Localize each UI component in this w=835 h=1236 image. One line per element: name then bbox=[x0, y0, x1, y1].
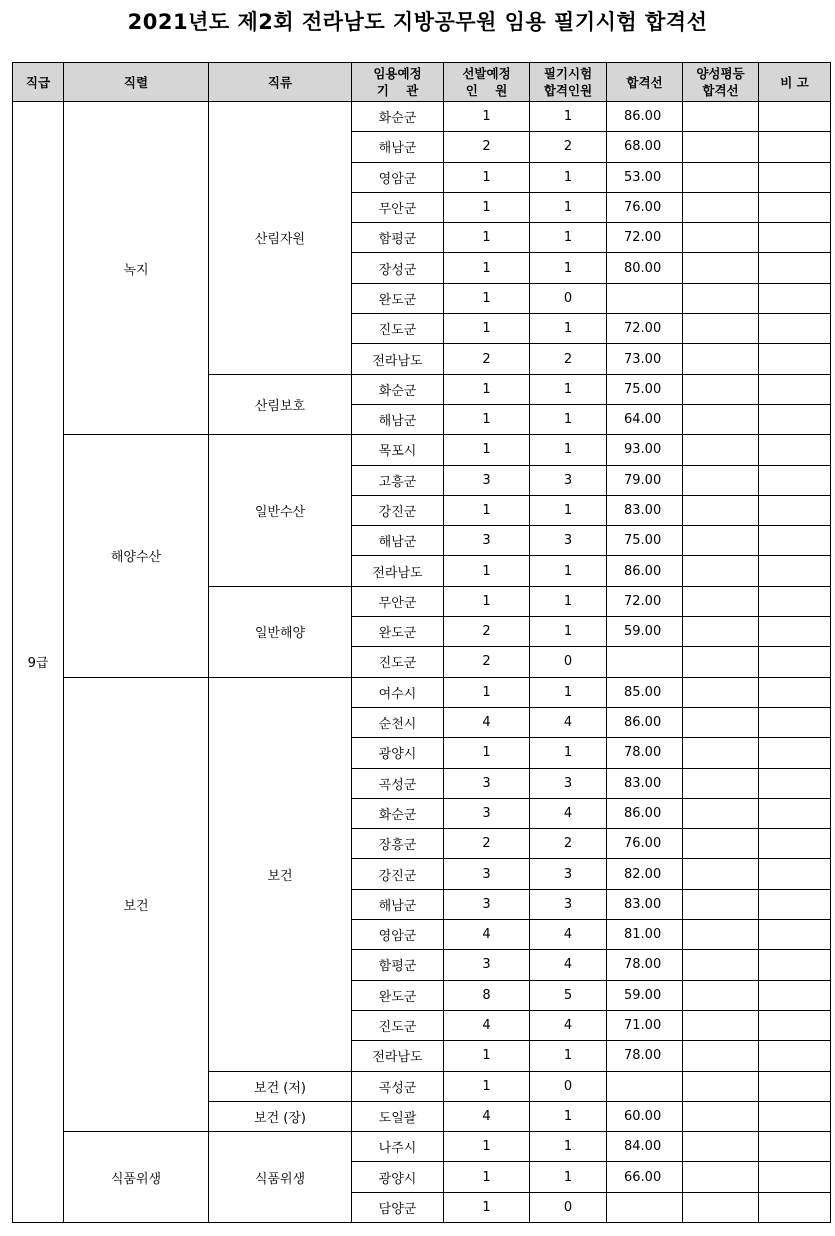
agency-cell: 곡성군 bbox=[352, 768, 444, 798]
passed-cell: 1 bbox=[530, 617, 607, 647]
class-cell: 보건 (저) bbox=[209, 1071, 352, 1101]
remarks-cell bbox=[759, 586, 831, 616]
agency-cell: 순천시 bbox=[352, 707, 444, 737]
selection-cell: 2 bbox=[444, 617, 530, 647]
agency-cell: 전라남도 bbox=[352, 556, 444, 586]
header-selection bbox=[444, 63, 530, 102]
remarks-cell bbox=[759, 283, 831, 313]
selection-cell: 1 bbox=[444, 738, 530, 768]
remarks-cell bbox=[759, 223, 831, 253]
cutoff-cell: 84.00 bbox=[607, 1132, 683, 1162]
selection-cell: 1 bbox=[444, 586, 530, 616]
remarks-cell bbox=[759, 1010, 831, 1040]
passed-cell: 1 bbox=[530, 738, 607, 768]
selection-cell: 1 bbox=[444, 283, 530, 313]
cutoff-cell bbox=[607, 647, 683, 677]
remarks-cell bbox=[759, 1162, 831, 1192]
remarks-cell bbox=[759, 314, 831, 344]
selection-cell: 1 bbox=[444, 374, 530, 404]
gender-cutoff-cell bbox=[683, 707, 759, 737]
passed-cell: 4 bbox=[530, 920, 607, 950]
gender-cutoff-cell bbox=[683, 1132, 759, 1162]
remarks-cell bbox=[759, 102, 831, 132]
passed-cell: 1 bbox=[530, 586, 607, 616]
agency-cell: 영암군 bbox=[352, 920, 444, 950]
agency-cell: 완도군 bbox=[352, 617, 444, 647]
header-agency bbox=[352, 63, 444, 102]
passed-cell: 1 bbox=[530, 162, 607, 192]
series-cell: 녹지 bbox=[64, 102, 209, 435]
agency-cell: 강진군 bbox=[352, 859, 444, 889]
gender-cutoff-cell bbox=[683, 132, 759, 162]
grade-cell: 9급 bbox=[13, 102, 64, 1223]
selection-cell: 4 bbox=[444, 920, 530, 950]
gender-cutoff-cell bbox=[683, 283, 759, 313]
selection-cell: 1 bbox=[444, 102, 530, 132]
remarks-cell bbox=[759, 192, 831, 222]
selection-cell: 3 bbox=[444, 859, 530, 889]
agency-cell: 목포시 bbox=[352, 435, 444, 465]
remarks-cell bbox=[759, 132, 831, 162]
gender-cutoff-cell bbox=[683, 950, 759, 980]
remarks-cell bbox=[759, 1071, 831, 1101]
passed-cell: 1 bbox=[530, 374, 607, 404]
cutoff-cell: 93.00 bbox=[607, 435, 683, 465]
series-cell: 해양수산 bbox=[64, 435, 209, 677]
agency-cell: 영암군 bbox=[352, 162, 444, 192]
remarks-cell bbox=[759, 920, 831, 950]
remarks-cell bbox=[759, 1192, 831, 1222]
agency-cell: 해남군 bbox=[352, 404, 444, 434]
selection-cell: 1 bbox=[444, 1192, 530, 1222]
passed-cell: 1 bbox=[530, 102, 607, 132]
passed-cell: 2 bbox=[530, 829, 607, 859]
gender-cutoff-cell bbox=[683, 1071, 759, 1101]
selection-cell: 1 bbox=[444, 314, 530, 344]
agency-cell: 완도군 bbox=[352, 283, 444, 313]
series-cell: 보건 bbox=[64, 677, 209, 1131]
agency-cell: 무안군 bbox=[352, 586, 444, 616]
cutoff-cell: 72.00 bbox=[607, 223, 683, 253]
passed-cell: 4 bbox=[530, 950, 607, 980]
header-row bbox=[13, 63, 831, 102]
remarks-cell bbox=[759, 344, 831, 374]
cutoff-cell: 78.00 bbox=[607, 1041, 683, 1071]
selection-cell: 4 bbox=[444, 1010, 530, 1040]
header-grade: 직급 bbox=[13, 63, 64, 102]
gender-cutoff-cell bbox=[683, 556, 759, 586]
remarks-cell bbox=[759, 404, 831, 434]
gender-cutoff-cell bbox=[683, 859, 759, 889]
remarks-cell bbox=[759, 1132, 831, 1162]
passed-cell: 5 bbox=[530, 980, 607, 1010]
remarks-cell bbox=[759, 374, 831, 404]
agency-cell: 해남군 bbox=[352, 132, 444, 162]
selection-cell: 1 bbox=[444, 192, 530, 222]
passed-cell: 1 bbox=[530, 677, 607, 707]
gender-cutoff-cell bbox=[683, 314, 759, 344]
remarks-cell bbox=[759, 556, 831, 586]
gender-cutoff-cell bbox=[683, 889, 759, 919]
passed-cell: 3 bbox=[530, 859, 607, 889]
selection-cell: 1 bbox=[444, 1041, 530, 1071]
header-gender-line2: 합격선 bbox=[702, 83, 739, 98]
selection-cell: 2 bbox=[444, 829, 530, 859]
remarks-cell bbox=[759, 1041, 831, 1071]
cutoff-cell: 59.00 bbox=[607, 980, 683, 1010]
gender-cutoff-cell bbox=[683, 344, 759, 374]
header-agency-line1: 임용예정 bbox=[373, 66, 422, 81]
passed-cell: 1 bbox=[530, 1132, 607, 1162]
agency-cell: 나주시 bbox=[352, 1132, 444, 1162]
passed-cell: 1 bbox=[530, 1162, 607, 1192]
cutoff-cell: 79.00 bbox=[607, 465, 683, 495]
agency-cell: 전라남도 bbox=[352, 344, 444, 374]
selection-cell: 4 bbox=[444, 1101, 530, 1131]
class-cell: 식품위생 bbox=[209, 1132, 352, 1223]
cutoff-cell: 71.00 bbox=[607, 1010, 683, 1040]
cutoff-cell: 83.00 bbox=[607, 495, 683, 525]
gender-cutoff-cell bbox=[683, 253, 759, 283]
cutoff-cell: 68.00 bbox=[607, 132, 683, 162]
agency-cell: 여수시 bbox=[352, 677, 444, 707]
gender-cutoff-cell bbox=[683, 586, 759, 616]
passed-cell: 1 bbox=[530, 223, 607, 253]
selection-cell: 8 bbox=[444, 980, 530, 1010]
remarks-cell bbox=[759, 738, 831, 768]
passed-cell: 1 bbox=[530, 192, 607, 222]
cutoff-cell: 81.00 bbox=[607, 920, 683, 950]
cutoff-cell: 86.00 bbox=[607, 556, 683, 586]
remarks-cell bbox=[759, 617, 831, 647]
gender-cutoff-cell bbox=[683, 1041, 759, 1071]
selection-cell: 1 bbox=[444, 1132, 530, 1162]
agency-cell: 장성군 bbox=[352, 253, 444, 283]
selection-cell: 3 bbox=[444, 798, 530, 828]
selection-cell: 1 bbox=[444, 162, 530, 192]
gender-cutoff-cell bbox=[683, 162, 759, 192]
cutoff-cell: 66.00 bbox=[607, 1162, 683, 1192]
cutoff-cell: 83.00 bbox=[607, 768, 683, 798]
gender-cutoff-cell bbox=[683, 1101, 759, 1131]
selection-cell: 1 bbox=[444, 253, 530, 283]
header-gender bbox=[683, 63, 759, 102]
passed-cell: 2 bbox=[530, 132, 607, 162]
passed-cell: 1 bbox=[530, 404, 607, 434]
remarks-cell bbox=[759, 889, 831, 919]
header-class: 직류 bbox=[209, 63, 352, 102]
results-table bbox=[12, 62, 831, 1223]
header-gender-line1: 양성평등 bbox=[696, 66, 745, 81]
agency-cell: 해남군 bbox=[352, 526, 444, 556]
gender-cutoff-cell bbox=[683, 617, 759, 647]
cutoff-cell: 76.00 bbox=[607, 192, 683, 222]
gender-cutoff-cell bbox=[683, 102, 759, 132]
passed-cell: 1 bbox=[530, 495, 607, 525]
gender-cutoff-cell bbox=[683, 980, 759, 1010]
remarks-cell bbox=[759, 829, 831, 859]
passed-cell: 0 bbox=[530, 1071, 607, 1101]
table-body bbox=[13, 102, 831, 1223]
header-passed-line2: 합격인원 bbox=[543, 83, 593, 98]
gender-cutoff-cell bbox=[683, 738, 759, 768]
cutoff-cell bbox=[607, 1192, 683, 1222]
table-row bbox=[13, 1132, 831, 1162]
gender-cutoff-cell bbox=[683, 768, 759, 798]
agency-cell: 진도군 bbox=[352, 314, 444, 344]
gender-cutoff-cell bbox=[683, 223, 759, 253]
remarks-cell bbox=[759, 162, 831, 192]
cutoff-cell: 72.00 bbox=[607, 586, 683, 616]
agency-cell: 광양시 bbox=[352, 738, 444, 768]
passed-cell: 2 bbox=[530, 344, 607, 374]
selection-cell: 1 bbox=[444, 1162, 530, 1192]
selection-cell: 1 bbox=[444, 435, 530, 465]
passed-cell: 4 bbox=[530, 1010, 607, 1040]
selection-cell: 3 bbox=[444, 768, 530, 798]
class-cell: 산림자원 bbox=[209, 102, 352, 375]
remarks-cell bbox=[759, 495, 831, 525]
selection-cell: 3 bbox=[444, 526, 530, 556]
header-agency-line2: 기 관 bbox=[376, 83, 419, 98]
selection-cell: 3 bbox=[444, 889, 530, 919]
passed-cell: 0 bbox=[530, 1192, 607, 1222]
class-cell: 보건 (장) bbox=[209, 1101, 352, 1131]
agency-cell: 화순군 bbox=[352, 374, 444, 404]
agency-cell: 화순군 bbox=[352, 102, 444, 132]
cutoff-cell: 86.00 bbox=[607, 102, 683, 132]
gender-cutoff-cell bbox=[683, 829, 759, 859]
passed-cell: 3 bbox=[530, 465, 607, 495]
class-cell: 일반수산 bbox=[209, 435, 352, 586]
cutoff-cell: 72.00 bbox=[607, 314, 683, 344]
agency-cell: 장흥군 bbox=[352, 829, 444, 859]
passed-cell: 0 bbox=[530, 647, 607, 677]
gender-cutoff-cell bbox=[683, 798, 759, 828]
table-row bbox=[13, 677, 831, 707]
passed-cell: 3 bbox=[530, 768, 607, 798]
cutoff-cell: 78.00 bbox=[607, 950, 683, 980]
agency-cell: 전라남도 bbox=[352, 1041, 444, 1071]
selection-cell: 1 bbox=[444, 495, 530, 525]
remarks-cell bbox=[759, 768, 831, 798]
selection-cell: 2 bbox=[444, 132, 530, 162]
agency-cell: 진도군 bbox=[352, 647, 444, 677]
table-row bbox=[13, 102, 831, 132]
gender-cutoff-cell bbox=[683, 677, 759, 707]
agency-cell: 완도군 bbox=[352, 980, 444, 1010]
selection-cell: 2 bbox=[444, 647, 530, 677]
table-row bbox=[13, 435, 831, 465]
selection-cell: 1 bbox=[444, 404, 530, 434]
gender-cutoff-cell bbox=[683, 374, 759, 404]
gender-cutoff-cell bbox=[683, 526, 759, 556]
remarks-cell bbox=[759, 465, 831, 495]
cutoff-cell: 86.00 bbox=[607, 707, 683, 737]
class-cell: 보건 bbox=[209, 677, 352, 1071]
cutoff-cell: 53.00 bbox=[607, 162, 683, 192]
selection-cell: 4 bbox=[444, 707, 530, 737]
remarks-cell bbox=[759, 647, 831, 677]
header-series: 직렬 bbox=[64, 63, 209, 102]
gender-cutoff-cell bbox=[683, 920, 759, 950]
cutoff-cell: 85.00 bbox=[607, 677, 683, 707]
agency-cell: 무안군 bbox=[352, 192, 444, 222]
remarks-cell bbox=[759, 253, 831, 283]
selection-cell: 3 bbox=[444, 465, 530, 495]
selection-cell: 3 bbox=[444, 950, 530, 980]
passed-cell: 1 bbox=[530, 1041, 607, 1071]
passed-cell: 4 bbox=[530, 798, 607, 828]
series-cell: 식품위생 bbox=[64, 1132, 209, 1223]
passed-cell: 3 bbox=[530, 889, 607, 919]
agency-cell: 화순군 bbox=[352, 798, 444, 828]
selection-cell: 2 bbox=[444, 344, 530, 374]
passed-cell: 1 bbox=[530, 556, 607, 586]
gender-cutoff-cell bbox=[683, 435, 759, 465]
remarks-cell bbox=[759, 707, 831, 737]
remarks-cell bbox=[759, 677, 831, 707]
remarks-cell bbox=[759, 980, 831, 1010]
passed-cell: 1 bbox=[530, 1101, 607, 1131]
gender-cutoff-cell bbox=[683, 404, 759, 434]
cutoff-cell: 78.00 bbox=[607, 738, 683, 768]
class-cell: 산림보호 bbox=[209, 374, 352, 435]
header-passed bbox=[530, 63, 607, 102]
selection-cell: 1 bbox=[444, 1071, 530, 1101]
passed-cell: 1 bbox=[530, 253, 607, 283]
agency-cell: 곡성군 bbox=[352, 1071, 444, 1101]
gender-cutoff-cell bbox=[683, 495, 759, 525]
agency-cell: 강진군 bbox=[352, 495, 444, 525]
cutoff-cell: 59.00 bbox=[607, 617, 683, 647]
gender-cutoff-cell bbox=[683, 192, 759, 222]
cutoff-cell: 60.00 bbox=[607, 1101, 683, 1131]
selection-cell: 1 bbox=[444, 677, 530, 707]
agency-cell: 고흥군 bbox=[352, 465, 444, 495]
gender-cutoff-cell bbox=[683, 1162, 759, 1192]
cutoff-cell: 83.00 bbox=[607, 889, 683, 919]
selection-cell: 1 bbox=[444, 556, 530, 586]
cutoff-cell: 64.00 bbox=[607, 404, 683, 434]
selection-cell: 1 bbox=[444, 223, 530, 253]
gender-cutoff-cell bbox=[683, 1192, 759, 1222]
gender-cutoff-cell bbox=[683, 465, 759, 495]
remarks-cell bbox=[759, 435, 831, 465]
header-selection-line1: 선발예정 bbox=[462, 66, 511, 81]
remarks-cell bbox=[759, 859, 831, 889]
agency-cell: 진도군 bbox=[352, 1010, 444, 1040]
header-cutoff: 합격선 bbox=[607, 63, 683, 102]
agency-cell: 해남군 bbox=[352, 889, 444, 919]
remarks-cell bbox=[759, 798, 831, 828]
passed-cell: 3 bbox=[530, 526, 607, 556]
class-cell: 일반해양 bbox=[209, 586, 352, 677]
header-passed-line1: 필기시험 bbox=[543, 66, 593, 81]
cutoff-cell: 73.00 bbox=[607, 344, 683, 374]
passed-cell: 0 bbox=[530, 283, 607, 313]
passed-cell: 4 bbox=[530, 707, 607, 737]
agency-cell: 광양시 bbox=[352, 1162, 444, 1192]
passed-cell: 1 bbox=[530, 314, 607, 344]
remarks-cell bbox=[759, 526, 831, 556]
agency-cell: 함평군 bbox=[352, 223, 444, 253]
remarks-cell bbox=[759, 950, 831, 980]
cutoff-cell bbox=[607, 1071, 683, 1101]
gender-cutoff-cell bbox=[683, 1010, 759, 1040]
cutoff-cell bbox=[607, 283, 683, 313]
agency-cell: 도일괄 bbox=[352, 1101, 444, 1131]
agency-cell: 함평군 bbox=[352, 950, 444, 980]
page-title: 2021년도 제2회 전라남도 지방공무원 임용 필기시험 합격선 bbox=[127, 10, 708, 34]
cutoff-cell: 75.00 bbox=[607, 374, 683, 404]
cutoff-cell: 76.00 bbox=[607, 829, 683, 859]
cutoff-cell: 86.00 bbox=[607, 798, 683, 828]
cutoff-cell: 80.00 bbox=[607, 253, 683, 283]
cutoff-cell: 75.00 bbox=[607, 526, 683, 556]
header-remarks: 비 고 bbox=[759, 63, 831, 102]
header-selection-line2: 인 원 bbox=[465, 83, 508, 98]
agency-cell: 담양군 bbox=[352, 1192, 444, 1222]
passed-cell: 1 bbox=[530, 435, 607, 465]
gender-cutoff-cell bbox=[683, 647, 759, 677]
remarks-cell bbox=[759, 1101, 831, 1131]
cutoff-cell: 82.00 bbox=[607, 859, 683, 889]
